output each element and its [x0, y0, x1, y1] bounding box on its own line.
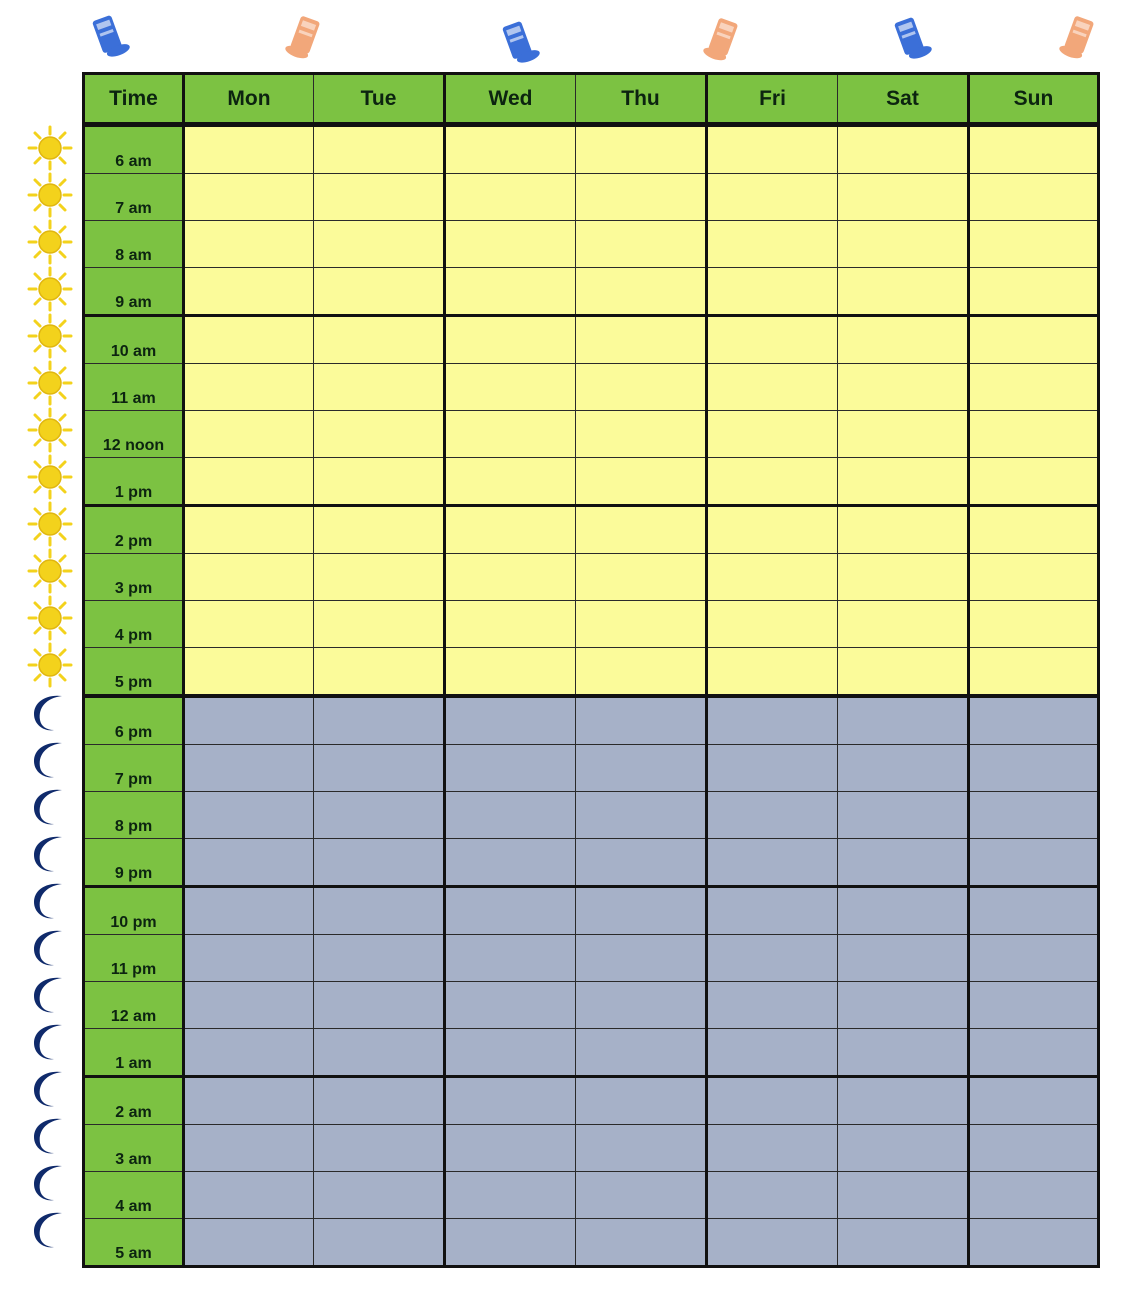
schedule-cell[interactable] — [969, 1219, 1099, 1267]
schedule-row — [84, 364, 1099, 411]
schedule-row — [84, 887, 1099, 935]
time-label: 2 am — [84, 1077, 184, 1125]
schedule-cell[interactable] — [707, 316, 838, 364]
schedule-cell[interactable] — [838, 839, 969, 887]
sun-icon — [22, 218, 78, 265]
schedule-cell[interactable] — [445, 554, 576, 601]
schedule-cell[interactable] — [184, 554, 314, 601]
crescent-moon-icon — [22, 1064, 78, 1111]
time-label: 8 pm — [84, 792, 184, 839]
crescent-moon-icon — [22, 970, 78, 1017]
time-label: 7 pm — [84, 745, 184, 792]
schedule-cell[interactable] — [184, 839, 314, 887]
schedule-cell[interactable] — [576, 601, 707, 648]
schedule-cell[interactable] — [576, 792, 707, 839]
crescent-moon-icon — [22, 923, 78, 970]
schedule-cell[interactable] — [576, 696, 707, 745]
schedule-cell[interactable] — [576, 554, 707, 601]
schedule-cell[interactable] — [314, 1077, 445, 1125]
schedule-cell[interactable] — [969, 268, 1099, 316]
schedule-cell[interactable] — [184, 316, 314, 364]
time-label: 3 am — [84, 1125, 184, 1172]
schedule-cell[interactable] — [445, 411, 576, 458]
schedule-cell[interactable] — [445, 601, 576, 648]
schedule-cell[interactable] — [838, 364, 969, 411]
schedule-row — [84, 506, 1099, 554]
schedule-cell[interactable] — [445, 506, 576, 554]
weekly-schedule-table — [82, 72, 1100, 1268]
schedule-cell[interactable] — [838, 1077, 969, 1125]
schedule-cell[interactable] — [707, 554, 838, 601]
schedule-cell[interactable] — [969, 839, 1099, 887]
schedule-cell[interactable] — [969, 411, 1099, 458]
schedule-cell[interactable] — [445, 221, 576, 268]
time-label: 12 noon — [84, 411, 184, 458]
schedule-cell[interactable] — [969, 364, 1099, 411]
schedule-cell[interactable] — [445, 792, 576, 839]
schedule-cell[interactable] — [969, 935, 1099, 982]
schedule-cell[interactable] — [838, 1029, 969, 1077]
sun-icon — [22, 359, 78, 406]
schedule-cell[interactable] — [838, 458, 969, 506]
schedule-row — [84, 648, 1099, 697]
schedule-cell[interactable] — [184, 1219, 314, 1267]
schedule-cell[interactable] — [969, 982, 1099, 1029]
schedule-cell[interactable] — [838, 221, 969, 268]
schedule-cell[interactable] — [576, 268, 707, 316]
schedule-cell[interactable] — [576, 982, 707, 1029]
sun-icon — [22, 406, 78, 453]
schedule-cell[interactable] — [707, 601, 838, 648]
crescent-moon-icon — [22, 829, 78, 876]
schedule-cell[interactable] — [314, 506, 445, 554]
column-header-fri: Fri — [707, 74, 838, 125]
schedule-cell[interactable] — [838, 745, 969, 792]
schedule-row — [84, 174, 1099, 221]
time-label: 8 am — [84, 221, 184, 268]
schedule-cell[interactable] — [838, 696, 969, 745]
crescent-moon-icon — [22, 1205, 78, 1252]
time-label: 10 am — [84, 316, 184, 364]
schedule-cell[interactable] — [576, 1029, 707, 1077]
crescent-moon-icon — [22, 1158, 78, 1205]
sun-icon — [22, 312, 78, 359]
schedule-cell[interactable] — [576, 506, 707, 554]
column-header-time: Time — [84, 74, 184, 125]
schedule-cell[interactable] — [314, 982, 445, 1029]
schedule-cell[interactable] — [184, 506, 314, 554]
schedule-cell[interactable] — [445, 1172, 576, 1219]
schedule-cell[interactable] — [576, 887, 707, 935]
time-label: 9 pm — [84, 839, 184, 887]
schedule-cell[interactable] — [969, 601, 1099, 648]
schedule-cell[interactable] — [707, 221, 838, 268]
schedule-cell[interactable] — [314, 125, 445, 174]
schedule-cell[interactable] — [445, 982, 576, 1029]
schedule-row — [84, 268, 1099, 316]
sun-icon — [22, 124, 78, 171]
schedule-cell[interactable] — [184, 745, 314, 792]
schedule-cell[interactable] — [445, 125, 576, 174]
schedule-cell[interactable] — [838, 125, 969, 174]
schedule-cell[interactable] — [314, 316, 445, 364]
schedule-cell[interactable] — [445, 174, 576, 221]
schedule-cell[interactable] — [445, 696, 576, 745]
column-header-sun: Sun — [969, 74, 1099, 125]
schedule-cell[interactable] — [707, 1172, 838, 1219]
crescent-moon-icon — [22, 782, 78, 829]
schedule-row — [84, 839, 1099, 887]
column-header-wed: Wed — [445, 74, 576, 125]
schedule-cell[interactable] — [184, 887, 314, 935]
schedule-cell[interactable] — [707, 935, 838, 982]
schedule-cell[interactable] — [576, 745, 707, 792]
schedule-cell[interactable] — [314, 554, 445, 601]
schedule-cell[interactable] — [576, 935, 707, 982]
schedule-cell[interactable] — [314, 601, 445, 648]
schedule-row — [84, 601, 1099, 648]
column-header-tue: Tue — [314, 74, 445, 125]
schedule-row — [84, 1172, 1099, 1219]
schedule-cell[interactable] — [969, 1125, 1099, 1172]
schedule-cell[interactable] — [184, 364, 314, 411]
schedule-cell[interactable] — [314, 1219, 445, 1267]
schedule-cell[interactable] — [445, 458, 576, 506]
crescent-moon-icon — [22, 1017, 78, 1064]
schedule-cell[interactable] — [184, 221, 314, 268]
schedule-cell[interactable] — [707, 268, 838, 316]
schedule-cell[interactable] — [838, 792, 969, 839]
sun-icon — [22, 547, 78, 594]
sun-icon — [22, 594, 78, 641]
schedule-cell[interactable] — [576, 364, 707, 411]
sun-icon — [22, 641, 78, 688]
schedule-cell[interactable] — [576, 1172, 707, 1219]
column-header-mon: Mon — [184, 74, 314, 125]
schedule-cell[interactable] — [707, 792, 838, 839]
schedule-cell[interactable] — [314, 268, 445, 316]
schedule-row — [84, 792, 1099, 839]
schedule-cell[interactable] — [969, 887, 1099, 935]
schedule-cell[interactable] — [314, 839, 445, 887]
schedule-cell[interactable] — [184, 1077, 314, 1125]
schedule-cell[interactable] — [576, 411, 707, 458]
schedule-cell[interactable] — [838, 887, 969, 935]
time-label: 3 pm — [84, 554, 184, 601]
schedule-cell[interactable] — [576, 125, 707, 174]
time-label: 11 pm — [84, 935, 184, 982]
schedule-cell[interactable] — [314, 648, 445, 697]
schedule-cell[interactable] — [969, 554, 1099, 601]
schedule-cell[interactable] — [576, 1077, 707, 1125]
schedule-cell[interactable] — [969, 125, 1099, 174]
time-label: 11 am — [84, 364, 184, 411]
time-label: 1 pm — [84, 458, 184, 506]
schedule-cell[interactable] — [707, 839, 838, 887]
schedule-row — [84, 982, 1099, 1029]
schedule-cell[interactable] — [445, 648, 576, 697]
schedule-cell[interactable] — [969, 458, 1099, 506]
schedule-cell[interactable] — [969, 648, 1099, 697]
schedule-cell[interactable] — [969, 792, 1099, 839]
schedule-cell[interactable] — [707, 982, 838, 1029]
schedule-cell[interactable] — [707, 364, 838, 411]
period-icon-column — [22, 124, 78, 1252]
schedule-cell[interactable] — [838, 174, 969, 221]
schedule-cell[interactable] — [184, 1125, 314, 1172]
schedule-cell[interactable] — [969, 316, 1099, 364]
schedule-cell[interactable] — [314, 458, 445, 506]
schedule-cell[interactable] — [445, 745, 576, 792]
time-label: 4 pm — [84, 601, 184, 648]
schedule-cell[interactable] — [184, 935, 314, 982]
schedule-cell[interactable] — [707, 1125, 838, 1172]
schedule-cell[interactable] — [838, 1172, 969, 1219]
time-label: 5 pm — [84, 648, 184, 697]
schedule-cell[interactable] — [445, 839, 576, 887]
schedule-cell[interactable] — [576, 1125, 707, 1172]
schedule-cell[interactable] — [314, 935, 445, 982]
schedule-cell[interactable] — [838, 601, 969, 648]
schedule-cell[interactable] — [838, 554, 969, 601]
schedule-row — [84, 316, 1099, 364]
schedule-cell[interactable] — [838, 411, 969, 458]
schedule-cell[interactable] — [576, 839, 707, 887]
schedule-cell[interactable] — [707, 125, 838, 174]
schedule-cell[interactable] — [184, 411, 314, 458]
schedule-cell[interactable] — [969, 1172, 1099, 1219]
schedule-cell[interactable] — [707, 174, 838, 221]
schedule-cell[interactable] — [838, 648, 969, 697]
schedule-cell[interactable] — [184, 601, 314, 648]
schedule-cell[interactable] — [838, 935, 969, 982]
schedule-cell[interactable] — [314, 221, 445, 268]
schedule-cell[interactable] — [969, 221, 1099, 268]
schedule-row — [84, 458, 1099, 506]
schedule-cell[interactable] — [969, 506, 1099, 554]
time-label: 2 pm — [84, 506, 184, 554]
schedule-cell[interactable] — [838, 1125, 969, 1172]
schedule-cell[interactable] — [314, 411, 445, 458]
schedule-row — [84, 696, 1099, 745]
schedule-cell[interactable] — [707, 1029, 838, 1077]
schedule-row — [84, 935, 1099, 982]
schedule-cell[interactable] — [969, 1029, 1099, 1077]
time-label: 9 am — [84, 268, 184, 316]
sun-icon — [22, 453, 78, 500]
schedule-cell[interactable] — [314, 1125, 445, 1172]
schedule-cell[interactable] — [707, 506, 838, 554]
schedule-cell[interactable] — [184, 982, 314, 1029]
schedule-cell[interactable] — [969, 696, 1099, 745]
schedule-cell[interactable] — [184, 268, 314, 316]
schedule-cell[interactable] — [314, 174, 445, 221]
crescent-moon-icon — [22, 688, 78, 735]
schedule-cell[interactable] — [445, 1029, 576, 1077]
schedule-row — [84, 554, 1099, 601]
time-label: 6 pm — [84, 696, 184, 745]
schedule-cell[interactable] — [707, 648, 838, 697]
schedule-cell[interactable] — [576, 221, 707, 268]
schedule-cell[interactable] — [838, 982, 969, 1029]
schedule-cell[interactable] — [314, 745, 445, 792]
schedule-cell[interactable] — [445, 268, 576, 316]
schedule-cell[interactable] — [184, 1172, 314, 1219]
schedule-cell[interactable] — [707, 696, 838, 745]
schedule-cell[interactable] — [969, 1077, 1099, 1125]
schedule-cell[interactable] — [314, 1172, 445, 1219]
time-label: 4 am — [84, 1172, 184, 1219]
time-label: 1 am — [84, 1029, 184, 1077]
schedule-cell[interactable] — [838, 506, 969, 554]
schedule-cell[interactable] — [445, 935, 576, 982]
schedule-cell[interactable] — [184, 174, 314, 221]
orange-stamp-icon — [700, 12, 746, 68]
crescent-moon-icon — [22, 876, 78, 923]
schedule-cell[interactable] — [314, 1029, 445, 1077]
schedule-cell[interactable] — [445, 1125, 576, 1172]
schedule-row — [84, 1029, 1099, 1077]
schedule-cell[interactable] — [707, 458, 838, 506]
schedule-cell[interactable] — [184, 1029, 314, 1077]
schedule-cell[interactable] — [576, 1219, 707, 1267]
schedule-cell[interactable] — [969, 174, 1099, 221]
schedule-cell[interactable] — [838, 1219, 969, 1267]
schedule-cell[interactable] — [576, 174, 707, 221]
crescent-moon-icon — [22, 1111, 78, 1158]
schedule-cell[interactable] — [707, 1219, 838, 1267]
schedule-row — [84, 1219, 1099, 1267]
schedule-cell[interactable] — [184, 696, 314, 745]
schedule-cell[interactable] — [184, 648, 314, 697]
sun-icon — [22, 265, 78, 312]
blue-stamp-icon — [88, 8, 134, 64]
schedule-cell[interactable] — [445, 887, 576, 935]
schedule-row — [84, 125, 1099, 174]
orange-stamp-icon — [1056, 10, 1102, 66]
schedule-cell[interactable] — [314, 887, 445, 935]
schedule-cell[interactable] — [576, 316, 707, 364]
time-label: 7 am — [84, 174, 184, 221]
blue-stamp-icon — [498, 14, 544, 70]
schedule-row — [84, 221, 1099, 268]
schedule-cell[interactable] — [184, 792, 314, 839]
schedule-cell[interactable] — [707, 1077, 838, 1125]
schedule-cell[interactable] — [445, 364, 576, 411]
schedule-cell[interactable] — [707, 411, 838, 458]
schedule-cell[interactable] — [184, 125, 314, 174]
schedule-cell[interactable] — [707, 745, 838, 792]
header-row — [84, 74, 1099, 125]
time-label: 12 am — [84, 982, 184, 1029]
schedule-cell[interactable] — [838, 268, 969, 316]
time-label: 5 am — [84, 1219, 184, 1267]
schedule-cell[interactable] — [314, 792, 445, 839]
orange-stamp-icon — [282, 10, 328, 66]
sun-icon — [22, 500, 78, 547]
schedule-row — [84, 745, 1099, 792]
column-header-thu: Thu — [576, 74, 707, 125]
schedule-cell[interactable] — [314, 364, 445, 411]
schedule-cell[interactable] — [445, 316, 576, 364]
crescent-moon-icon — [22, 735, 78, 782]
schedule-cell[interactable] — [314, 696, 445, 745]
sun-icon — [22, 171, 78, 218]
time-label: 10 pm — [84, 887, 184, 935]
schedule-cell[interactable] — [576, 458, 707, 506]
schedule-row — [84, 1125, 1099, 1172]
schedule-cell[interactable] — [576, 648, 707, 697]
schedule-cell[interactable] — [445, 1219, 576, 1267]
schedule-cell[interactable] — [838, 316, 969, 364]
schedule-cell[interactable] — [969, 745, 1099, 792]
blue-stamp-icon — [890, 10, 936, 66]
time-label: 6 am — [84, 125, 184, 174]
schedule-cell[interactable] — [445, 1077, 576, 1125]
column-header-sat: Sat — [838, 74, 969, 125]
schedule-row — [84, 411, 1099, 458]
schedule-cell[interactable] — [184, 458, 314, 506]
schedule-row — [84, 1077, 1099, 1125]
schedule-cell[interactable] — [707, 887, 838, 935]
